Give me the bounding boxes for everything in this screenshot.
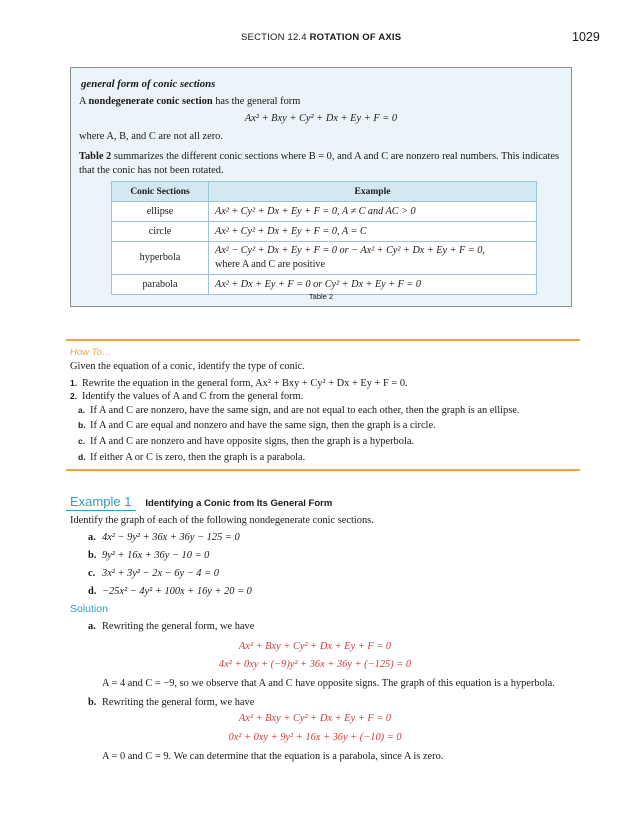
equation: 0x² + 0xy + 9y² + 16x + 36y + (−10) = 0: [228, 732, 402, 743]
example-intro: Identify the graph of each of the following nondegenerate conic sections.: [70, 515, 374, 526]
example-underline: [66, 510, 136, 511]
solution-a-conclusion: A = 4 and C = −9, so we observe that A and C have opposite signs. The graph of this equation is a hyperbola.: [102, 678, 555, 689]
table-cell-line: where A and C are positive: [215, 259, 326, 270]
table-caption: Table 2: [308, 292, 334, 301]
solution-b-intro: [88, 697, 254, 708]
page-header: [0, 31, 630, 47]
howto-bottom-rule: [66, 469, 580, 471]
table-row: [112, 222, 537, 242]
table-cell: Ax² + Dx + Ey + F = 0 or Cy² + Dx + Ey + F = 0: [209, 275, 537, 295]
table-header-row: [112, 182, 537, 202]
equation: 4x² + 0xy + (−9)y² + 36x + 36y + (−125) = 0: [218, 659, 412, 670]
solution-b-conclusion: A = 0 and C = 9. We can determine that the equation is a parabola, since A is zero.: [102, 751, 444, 762]
step-number: d.: [78, 452, 86, 462]
solution-text: Rewriting the general form, we have: [102, 697, 255, 708]
step-text: Rewrite the equation in the general form, Ax² + Bxy + Cy² + Dx + Ey + F = 0.: [82, 378, 408, 389]
table-cell: Ax² + Cy² + Dx + Ey + F = 0, A = C: [209, 222, 537, 242]
box-line-3: Table 2 summarizes the different conic sections where B = 0, and A and C are nonzero real numbers. This indicates that the conic has not been rotated.: [79, 151, 560, 176]
example-item: [88, 586, 252, 597]
example-title: Identifying a Conic from Its General Form: [145, 498, 333, 509]
solution-b-eq2: [0, 732, 630, 743]
table-header: Example: [209, 182, 537, 202]
step-text: If either A or C is zero, then the graph is a parabola.: [90, 452, 306, 463]
box-title: general form of conic sections: [81, 78, 216, 90]
solution-text: Rewriting the general form, we have: [102, 621, 255, 632]
howto-top-rule: [66, 339, 580, 341]
solution-label: Solution: [70, 603, 108, 615]
howto-substep: [78, 452, 305, 463]
item-equation: 4x² − 9y² + 36x + 36y − 125 = 0: [102, 532, 240, 543]
step-text: If A and C are nonzero and have opposite signs, then the graph is a hyperbola.: [90, 436, 415, 447]
howto-step: [70, 378, 408, 389]
equation: Ax² + Bxy + Cy² + Dx + Ey + F = 0: [238, 641, 392, 652]
example-item: [88, 550, 209, 561]
item-number: a.: [88, 532, 96, 543]
table-cell-line: Ax² − Cy² + Dx + Ey + F = 0 or − Ax² + Cy² + Dx + Ey + F = 0,: [215, 245, 485, 256]
item-number: b.: [88, 697, 97, 708]
item-number: c.: [88, 568, 96, 579]
conic-table: [111, 181, 537, 295]
step-text: If A and C are equal and nonzero and have the same sign, then the graph is a circle.: [90, 420, 436, 431]
step-text: Identify the values of A and C from the general form.: [82, 391, 304, 402]
step-text: If A and C are nonzero, have the same sign, and are not equal to each other, then the graph is an ellipse.: [90, 405, 520, 416]
section-label: SECTION 12.4 ROTATION OF AXIS: [241, 32, 402, 43]
table-cell: parabola: [112, 275, 209, 295]
step-number: 2.: [70, 391, 78, 401]
table-cell: [209, 242, 537, 275]
table-row: [112, 242, 537, 275]
table-cell: circle: [112, 222, 209, 242]
solution-a-eq1: [0, 641, 630, 652]
step-number: a.: [78, 405, 86, 415]
howto-substep: [78, 420, 436, 431]
solution-a-intro: [88, 621, 254, 632]
item-number: b.: [88, 550, 97, 561]
howto-step: [70, 391, 303, 402]
item-equation: 9y² + 16x + 36y − 10 = 0: [102, 550, 210, 561]
example-heading: [70, 494, 332, 509]
step-number: 1.: [70, 378, 78, 388]
item-number: a.: [88, 621, 96, 632]
table-header: Conic Sections: [112, 182, 209, 202]
item-equation: 3x² + 3y² − 2x − 6y − 4 = 0: [102, 568, 219, 579]
definition-box: [70, 67, 572, 307]
example-label: Example 1: [70, 494, 132, 509]
equation: Ax² + Bxy + Cy² + Dx + Ey + F = 0: [238, 713, 392, 724]
table-cell: Ax² + Cy² + Dx + Ey + F = 0, A ≠ C and AC > 0: [209, 202, 537, 222]
howto-substep: [78, 436, 414, 447]
howto-label: How To…: [70, 347, 112, 358]
solution-b-eq1: [0, 713, 630, 724]
item-number: d.: [88, 586, 97, 597]
example-item: [88, 568, 219, 579]
step-number: b.: [78, 420, 86, 430]
box-line-1: A nondegenerate conic section has the general form: [79, 96, 301, 107]
step-number: c.: [78, 436, 86, 446]
howto-substep: [78, 405, 520, 416]
example-item: [88, 532, 240, 543]
table-row: [112, 202, 537, 222]
howto-intro: Given the equation of a conic, identify the type of conic.: [70, 361, 305, 372]
table-cell: ellipse: [112, 202, 209, 222]
general-equation: Ax² + Bxy + Cy² + Dx + Ey + F = 0: [244, 113, 398, 124]
solution-a-eq2: [0, 659, 630, 670]
page-number: 1029: [572, 30, 600, 44]
box-line-2: where A, B, and C are not all zero.: [79, 131, 223, 142]
table-cell: hyperbola: [112, 242, 209, 275]
item-equation: −25x² − 4y² + 100x + 16y + 20 = 0: [102, 586, 252, 597]
